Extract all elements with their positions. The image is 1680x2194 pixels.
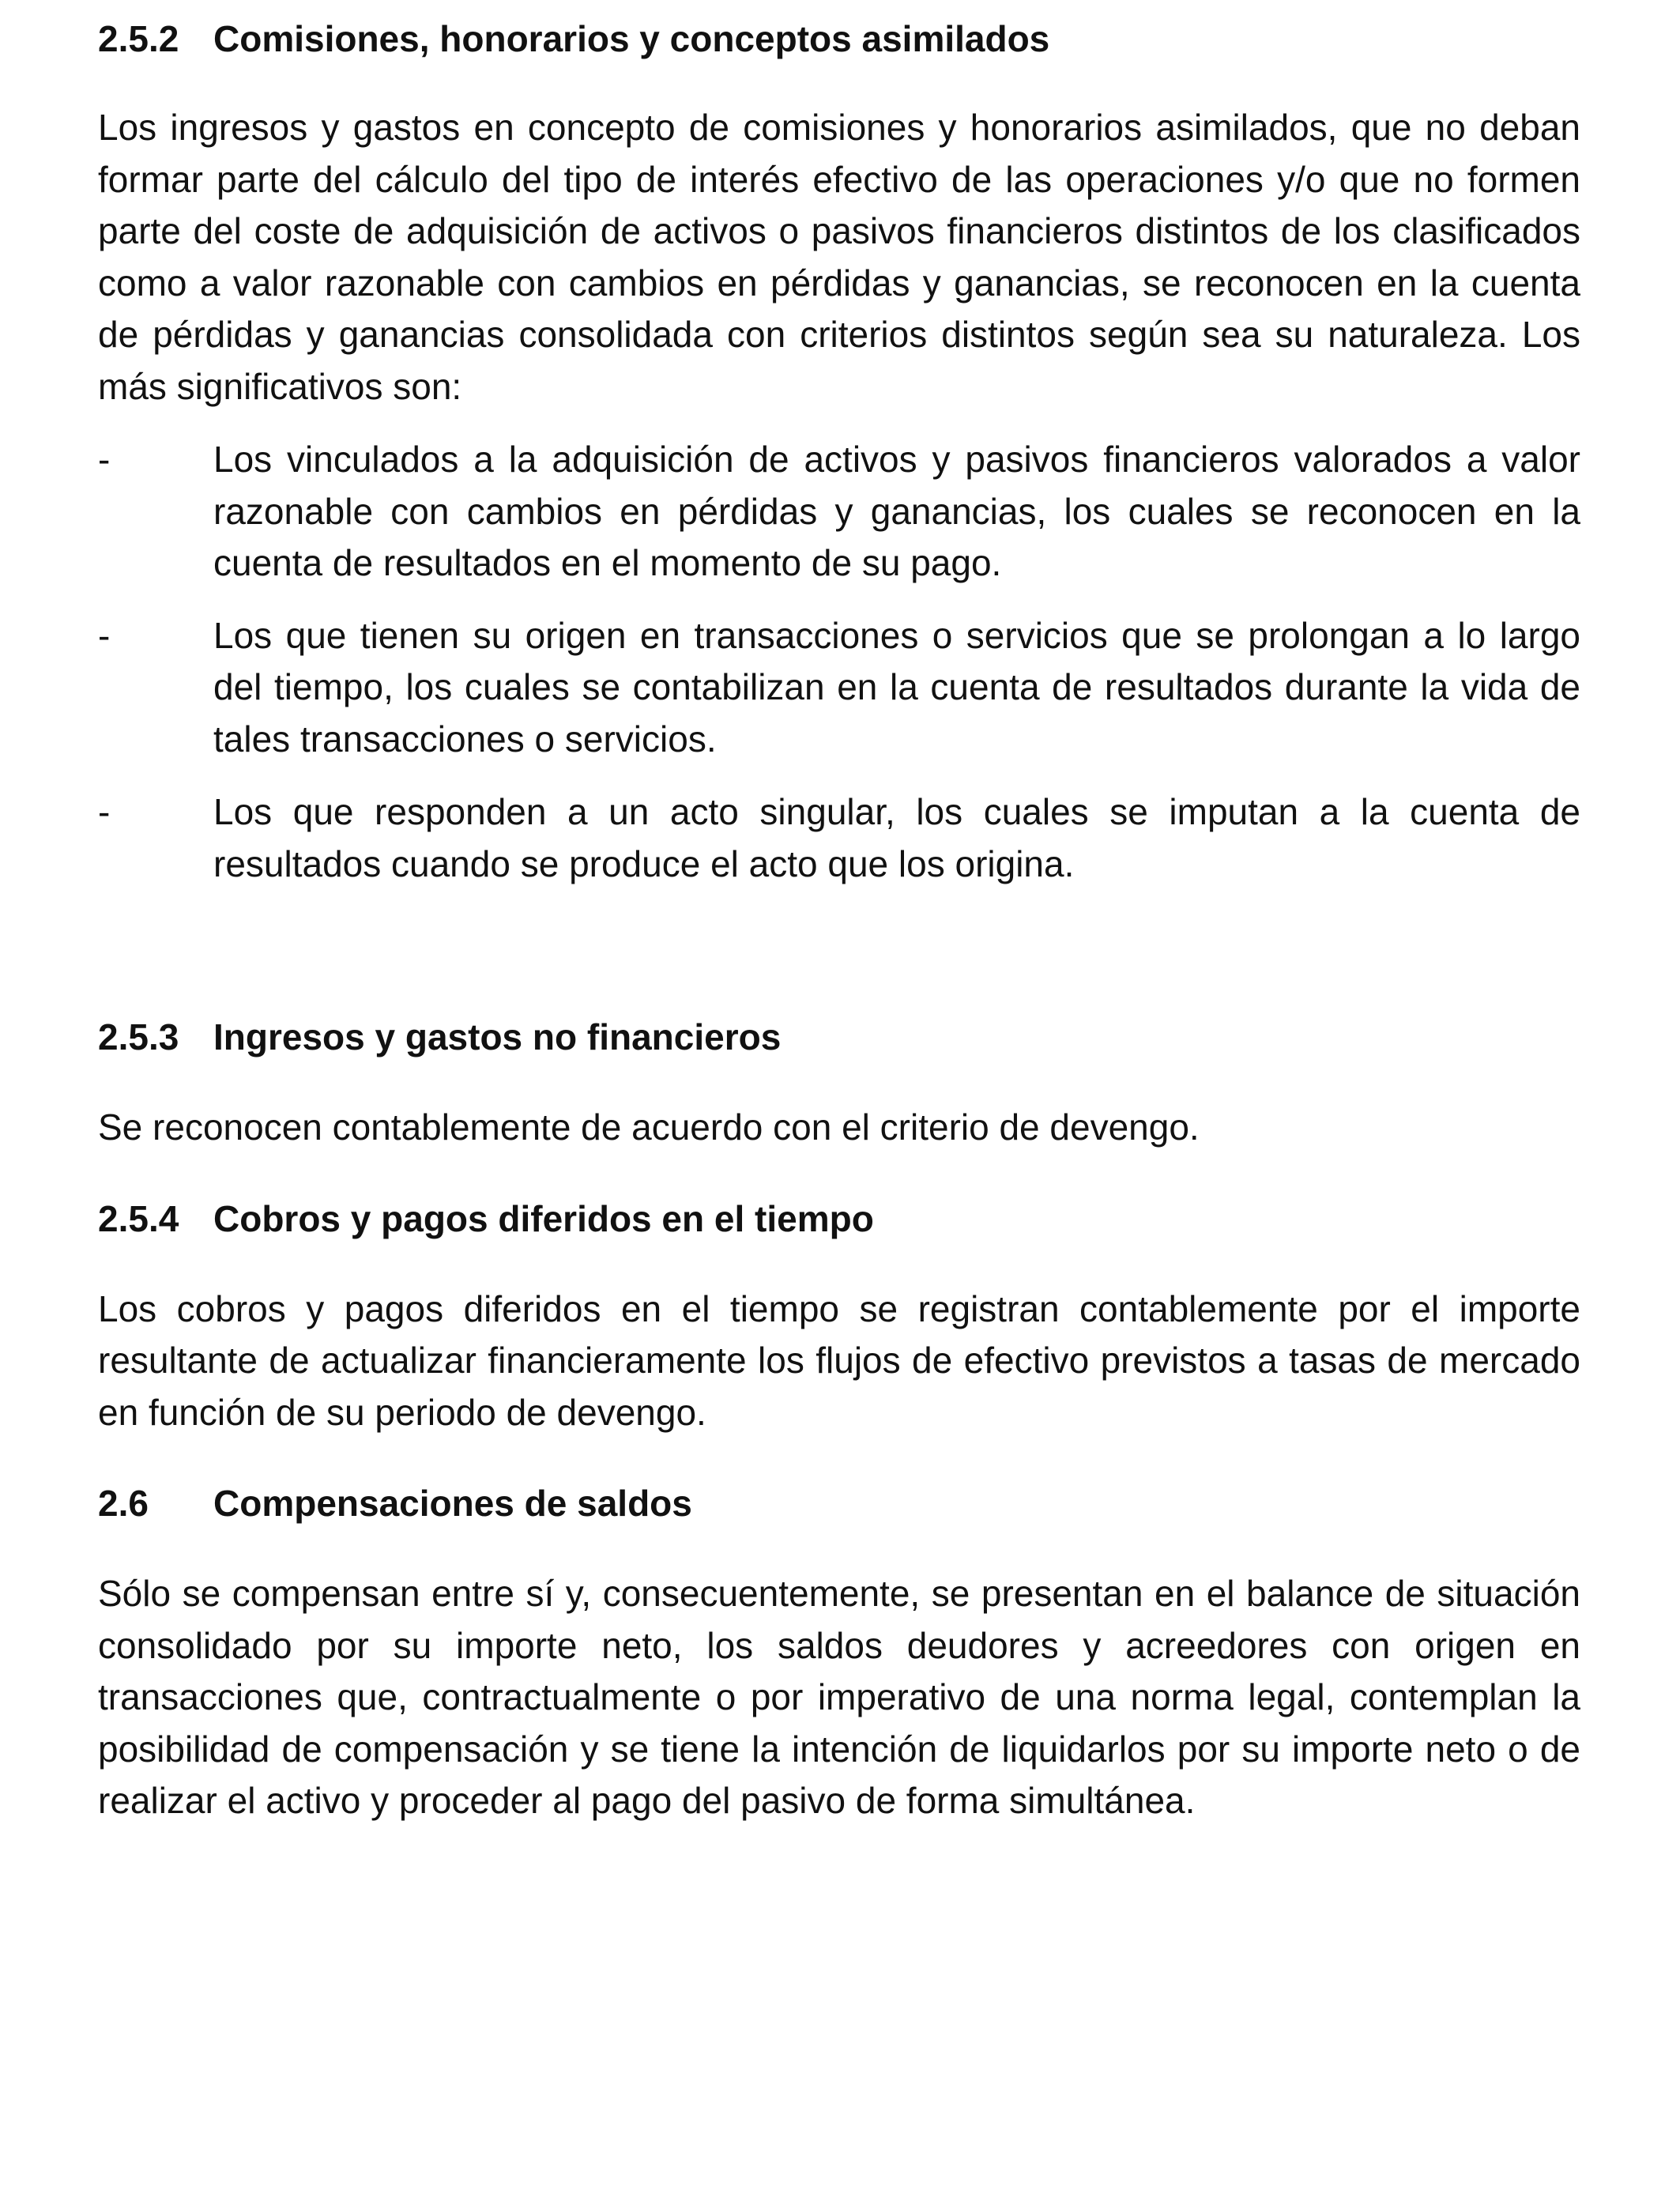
list-item-text: Los que tienen su origen en transacciones o servicios que se prolongan a lo largo del tiempo, los cuales se contabilizan en la cuenta de resultados durante la vida de tales transacciones o servicios. (213, 614, 1580, 760)
section-paragraph: Sólo se compensan entre sí y, consecuentemente, se presentan en el balance de situación consolidado por su importe neto, los saldos deudores y acreedores con origen en transacciones que, contractualmente o por imperativo de una norma legal, contemplan la posibilidad de compensación y se tiene la intención de liquidarlos por su importe neto o de realizar el activo y proceder al pago del pasivo de forma simultánea. (98, 1573, 1580, 1821)
list-item (98, 434, 1580, 590)
section-paragraph: Los cobros y pagos diferidos en el tiempo se registran contablemente por el importe resultante de actualizar financieramente los flujos de efectivo previstos a tasas de mercado en función de su periodo de devengo. (98, 1287, 1580, 1433)
section-number: 2.5.4 (98, 1197, 179, 1239)
list-marker: - (98, 791, 111, 832)
list-item-text: Los vinculados a la adquisición de activos y pasivos financieros valorados a valor razonable con cambios en pérdidas y ganancias, los cuales se reconocen en la cuenta de resultados en el momento de su pago. (213, 439, 1580, 583)
section-heading-2-5-2 (98, 13, 1580, 65)
section-heading-2-5-4 (98, 1193, 1580, 1245)
section-heading-2-5-3 (98, 1011, 1580, 1063)
section-title: Comisiones, honorarios y conceptos asimilados (213, 18, 1050, 59)
list-item (98, 610, 1580, 766)
section-title: Cobros y pagos diferidos en el tiempo (213, 1197, 874, 1239)
section-title: Compensaciones de saldos (213, 1483, 692, 1524)
list-marker: - (98, 439, 111, 480)
list-item-text: Los que responden a un acto singular, los cuales se imputan a la cuenta de resultados cuando se produce el acto que los origina. (213, 791, 1580, 884)
section-paragraph: Los ingresos y gastos en concepto de comisiones y honorarios asimilados, que no deban formar parte del cálculo del tipo de interés efectivo de las operaciones y/o que no formen parte del coste de adquisición de activos o pasivos financieros distintos de los clasificados como a valor razonable con cambios en pérdidas y ganancias, se reconocen en la cuenta de pérdidas y ganancias consolidada con criterios distintos según sea su naturaleza. Los más significativos son: (98, 107, 1580, 407)
list-item (98, 786, 1580, 890)
section-paragraph: Se reconocen contablemente de acuerdo con el criterio de devengo. (98, 1106, 1200, 1148)
section-number: 2.5.3 (98, 1016, 179, 1057)
section-number: 2.5.2 (98, 18, 179, 59)
document-page (98, 0, 1580, 1827)
section-title: Ingresos y gastos no financieros (213, 1016, 782, 1057)
list-marker: - (98, 614, 111, 656)
section-number: 2.6 (98, 1483, 149, 1524)
section-heading-2-6 (98, 1477, 1580, 1529)
